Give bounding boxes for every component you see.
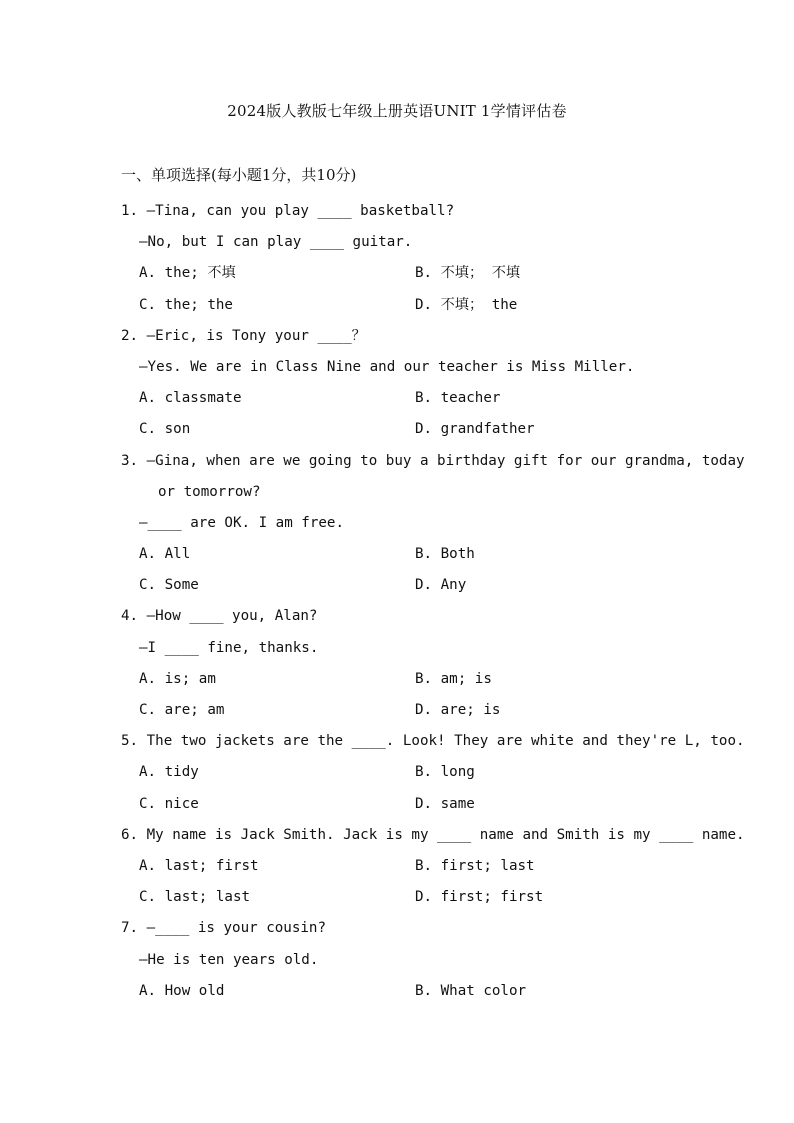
option-a: A. How old [139,982,225,999]
option-row [121,290,691,321]
option-b: B. am; is [415,670,492,687]
question-4 [121,601,691,726]
option-d: D. Any [415,577,467,594]
option-row [121,383,691,414]
option-row [121,976,691,1007]
question-1 [121,196,691,321]
option-c: C. the; the [139,296,233,313]
option-b: B. What color [415,982,527,999]
option-row [121,757,691,788]
option-row [121,695,691,726]
question-stem: 7. —____ is your cousin? [121,920,326,937]
option-b: B. Both [415,546,475,563]
option-a: A. All [139,546,191,563]
question-stem: 4. —How ____ you, Alan? [121,608,318,625]
option-c: C. last; last [139,889,251,906]
option-row [121,539,691,570]
option-c: C. son [139,421,191,438]
option-row [121,882,691,913]
option-a: A. classmate [139,390,242,407]
option-d: D. first; first [415,889,544,906]
question-2 [121,321,691,446]
question-stem-continued: or tomorrow? [158,483,261,500]
option-row [121,789,691,820]
question-reply: —____ are OK. I am free. [139,514,344,531]
option-a: A. the; 不填 [139,265,236,282]
page-title: 2024版人教版七年级上册英语UNIT 1学情评估卷 [227,102,567,120]
option-a: A. is; am [139,670,216,687]
question-reply: —Yes. We are in Class Nine and our teacher is Miss Miller. [139,358,635,375]
question-3 [121,446,745,602]
option-b: B. long [415,764,475,781]
option-d: D. same [415,795,475,812]
question-stem: 5. The two jackets are the ____. Look! They are white and they're L, too. [121,733,745,750]
option-a: A. last; first [139,857,259,874]
section-heading: 一、单项选择(每小题1分，共10分) [121,166,357,184]
option-c: C. Some [139,577,199,594]
option-row [121,258,691,289]
question-7 [121,913,691,1007]
option-b: B. 不填； 不填 [415,265,521,282]
option-row [121,664,691,695]
question-stem: 6. My name is Jack Smith. Jack is my ____ name and Smith is my ____ name. [121,826,745,843]
option-d: D. 不填； the [415,296,518,313]
option-c: C. are; am [139,702,225,718]
question-reply: —He is ten years old. [139,951,319,968]
option-c: C. nice [139,795,199,812]
option-b: B. first; last [415,857,535,874]
option-d: D. grandfather [415,421,535,438]
option-a: A. tidy [139,764,199,781]
question-reply: —I ____ fine, thanks. [139,639,319,656]
question-reply: —No, but I can play ____ guitar. [139,234,413,251]
question-6 [121,820,745,914]
option-d: D. are; is [415,702,501,718]
question-stem: 3. —Gina, when are we going to buy a birthday gift for our grandma, today [121,452,745,469]
option-b: B. teacher [415,390,501,407]
option-row [121,570,691,601]
question-stem: 1. —Tina, can you play ____ basketball? [121,203,455,219]
question-5 [121,726,745,820]
option-row [121,414,691,445]
question-stem: 2. —Eric, is Tony your ____？ [121,327,366,344]
question-list [121,196,745,1007]
option-row [121,851,691,882]
